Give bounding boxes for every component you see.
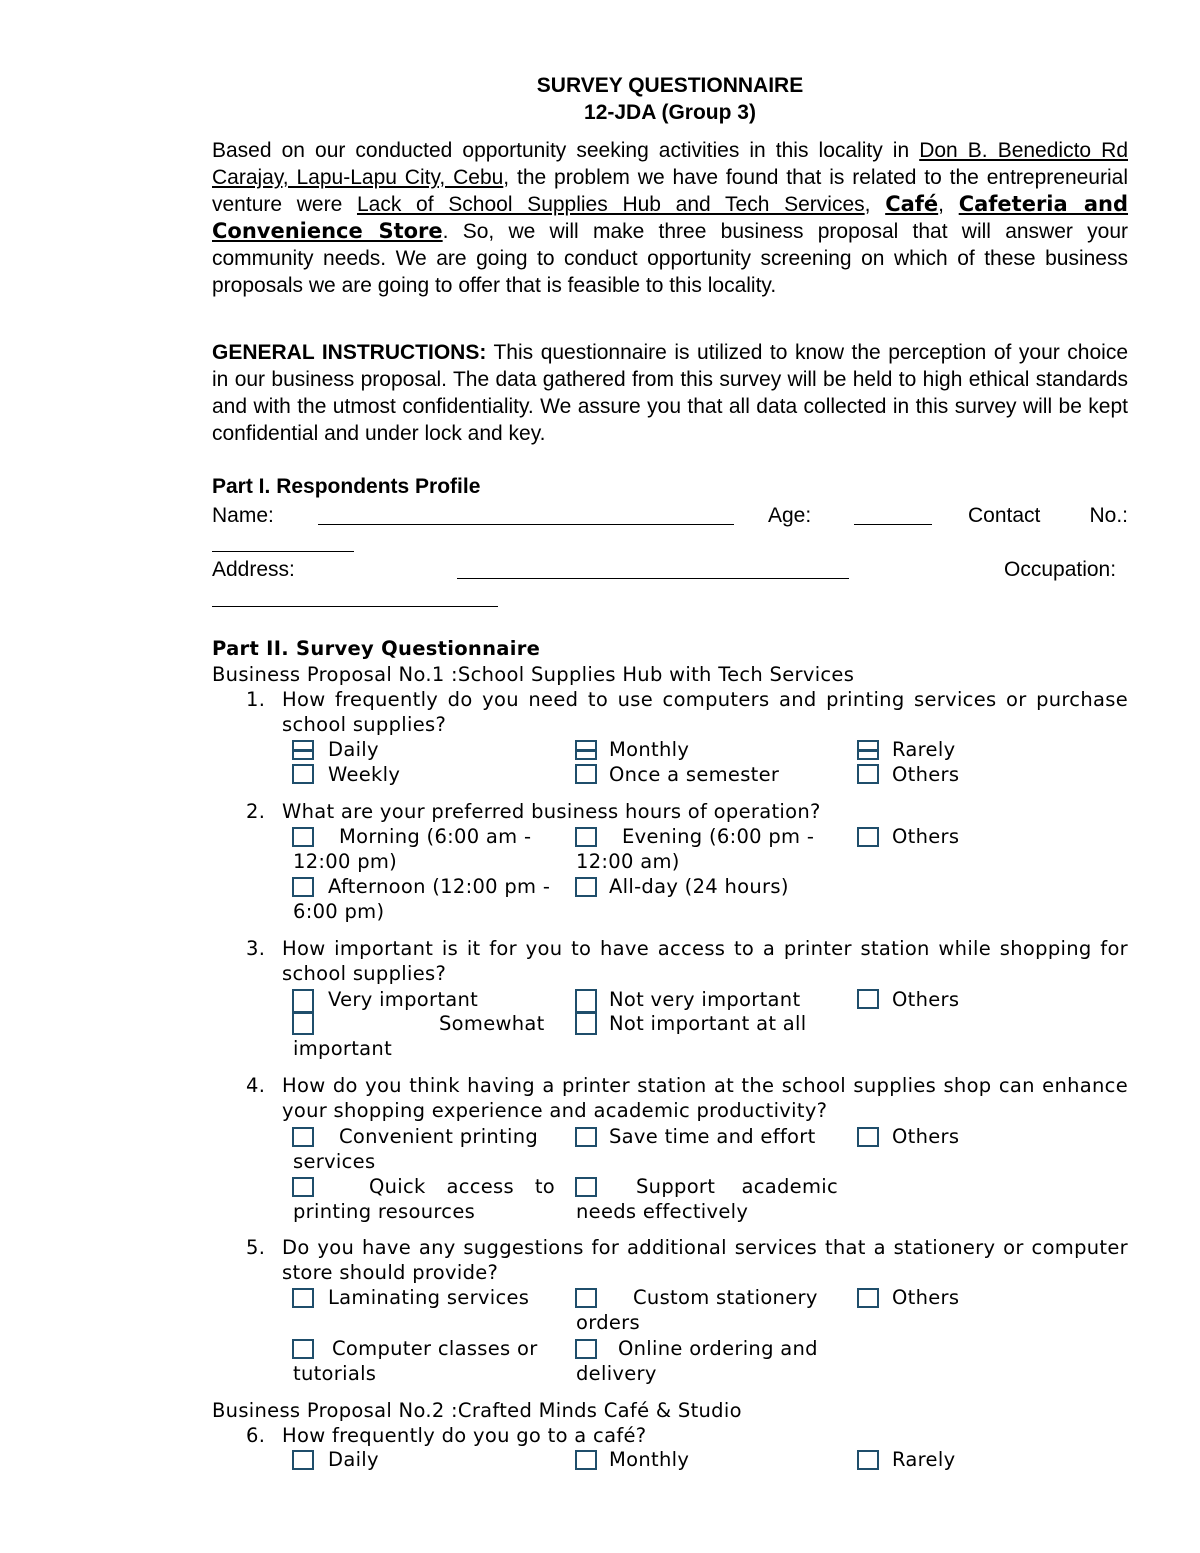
q4-option-save-time: Save time and effort xyxy=(609,1125,816,1148)
part1-heading: Part I. Respondents Profile xyxy=(212,475,481,498)
q2-option-others: Others xyxy=(892,825,960,848)
contact-field[interactable] xyxy=(212,533,354,552)
intro-location: Don B. Benedicto Rd Carajay, Lapu-Lapu City, Cebu xyxy=(212,139,1128,189)
q5-option-others: Others xyxy=(892,1286,960,1309)
q1-checkbox-monthly[interactable] xyxy=(575,740,597,760)
address-label: Address: xyxy=(212,558,295,581)
q4-checkbox-save-time[interactable] xyxy=(575,1127,597,1147)
instructions-text: This questionnaire is utilized to know the perception of your choice in our business proposal. The data gathered from this survey will be held to high ethical standards and with the utmost confidentiality. We assure you that all data collected in this survey will be kept confidential and under lock and key. xyxy=(212,341,1128,445)
q6-checkbox-monthly[interactable] xyxy=(575,1450,597,1470)
q2-number: 2. xyxy=(246,800,266,823)
q6-checkbox-daily[interactable] xyxy=(292,1450,314,1470)
q1-checkbox-others[interactable] xyxy=(857,764,879,784)
intro-text-2: , the problem we have found that is related to the entrepreneurial venture were xyxy=(212,166,1128,216)
intro-paragraph xyxy=(212,137,1128,299)
page-title: SURVEY QUESTIONNAIRE xyxy=(536,74,804,97)
q3-option-very-important: Very important xyxy=(328,988,479,1011)
q5-text: Do you have any suggestions for additional services that a stationery or computer store should provide? xyxy=(282,1236,1128,1284)
q2-checkbox-others[interactable] xyxy=(857,827,879,847)
q1-option-once-a-semester: Once a semester xyxy=(609,763,780,786)
q3-text: How important is it for you to have access to a printer station while shopping for school supplies? xyxy=(282,937,1128,985)
q4-option-others: Others xyxy=(892,1125,960,1148)
age-label: Age: xyxy=(768,504,812,527)
q1-checkbox-daily[interactable] xyxy=(292,740,314,760)
page-subtitle: 12-JDA (Group 3) xyxy=(584,101,756,124)
proposal-1-heading: Business Proposal No.1 :School Supplies Hub with Tech Services xyxy=(212,663,855,686)
q5-option-laminating: Laminating services xyxy=(328,1286,530,1309)
q1-option-weekly: Weekly xyxy=(328,763,401,786)
q2-option-evening: Evening (6:00 pm - 12:00 am) xyxy=(576,825,815,873)
address-field[interactable] xyxy=(457,560,849,579)
q1-checkbox-once-a-semester[interactable] xyxy=(575,764,597,784)
q6-option-monthly: Monthly xyxy=(609,1448,690,1471)
intro-venture-2: Café xyxy=(885,192,939,216)
q1-option-monthly: Monthly xyxy=(609,738,690,761)
q5-option-computer-classes: Computer classes or tutorials xyxy=(293,1337,538,1385)
q2-text: What are your preferred business hours of operation? xyxy=(282,800,821,823)
q6-option-rarely: Rarely xyxy=(892,1448,956,1471)
q2-option-all-day: All-day (24 hours) xyxy=(609,875,789,898)
q1-option-others: Others xyxy=(892,763,960,786)
q1-text: How frequently do you need to use computers and printing services or purchase school supplies? xyxy=(282,688,1128,736)
q4-option-quick-access: Quick access to printing resources xyxy=(293,1175,555,1223)
q4-checkbox-others[interactable] xyxy=(857,1127,879,1147)
q5-option-custom-stationery: Custom stationery orders xyxy=(576,1286,818,1334)
q4-option-convenient-printing: Convenient printing services xyxy=(293,1125,539,1173)
occupation-label: Occupation: xyxy=(1004,558,1117,581)
general-instructions xyxy=(212,339,1128,447)
q4-number: 4. xyxy=(246,1074,266,1097)
intro-comma-2: , xyxy=(938,193,959,216)
intro-comma-1: , xyxy=(864,193,886,216)
contact-label: Contact No.: xyxy=(968,504,1128,527)
q3-option-somewhat-important: Somewhat important xyxy=(293,1012,545,1060)
q6-text: How frequently do you go to a café? xyxy=(282,1424,647,1447)
q1-option-daily: Daily xyxy=(328,738,379,761)
intro-text-1: Based on our conducted opportunity seeking activities in this locality in xyxy=(212,139,920,162)
q6-number: 6. xyxy=(246,1424,266,1447)
q3-checkbox-others[interactable] xyxy=(857,989,879,1009)
intro-venture-3: Cafeteria and Convenience Store xyxy=(212,192,1129,243)
q3-option-not-very-important: Not very important xyxy=(609,988,801,1011)
q1-option-rarely: Rarely xyxy=(892,738,956,761)
age-field[interactable] xyxy=(854,506,932,525)
intro-text-3: . So, we will make three business proposal that will answer your community needs. We are going to conduct opportunity screening on which of these business proposals we are going to offer that is feasible to this locality. xyxy=(212,220,1128,297)
q6-checkbox-rarely[interactable] xyxy=(857,1450,879,1470)
name-field[interactable] xyxy=(318,506,734,525)
q5-checkbox-laminating[interactable] xyxy=(292,1288,314,1308)
q1-number: 1. xyxy=(246,688,266,711)
q6-option-daily: Daily xyxy=(328,1448,379,1471)
occupation-field[interactable] xyxy=(212,588,498,607)
q2-option-morning: Morning (6:00 am - 12:00 pm) xyxy=(293,825,532,873)
q2-checkbox-all-day[interactable] xyxy=(575,877,597,897)
q5-checkbox-others[interactable] xyxy=(857,1288,879,1308)
q5-number: 5. xyxy=(246,1236,266,1259)
q1-checkbox-weekly[interactable] xyxy=(292,764,314,784)
proposal-2-heading: Business Proposal No.2 :Crafted Minds Café & Studio xyxy=(212,1399,742,1422)
q3-option-others: Others xyxy=(892,988,960,1011)
q3-number: 3. xyxy=(246,937,266,960)
q3-checkbox-not-very-important[interactable] xyxy=(575,989,597,1035)
q2-option-afternoon: Afternoon (12:00 pm - 6:00 pm) xyxy=(293,875,551,923)
q1-checkbox-rarely[interactable] xyxy=(857,740,879,760)
q4-option-support-academic: Support academic needs effectively xyxy=(576,1175,838,1223)
name-label: Name: xyxy=(212,504,274,527)
q5-option-online-ordering: Online ordering and delivery xyxy=(576,1337,818,1385)
q4-text: How do you think having a printer station at the school supplies shop can enhance your shopping experience and academic productivity? xyxy=(282,1074,1128,1122)
instructions-label: GENERAL INSTRUCTIONS: xyxy=(212,341,487,364)
part2-heading: Part II. Survey Questionnaire xyxy=(212,637,541,660)
intro-venture-1: Lack of School Supplies Hub and Tech Services xyxy=(356,193,865,216)
q3-option-not-important-at-all: Not important at all xyxy=(609,1012,807,1035)
